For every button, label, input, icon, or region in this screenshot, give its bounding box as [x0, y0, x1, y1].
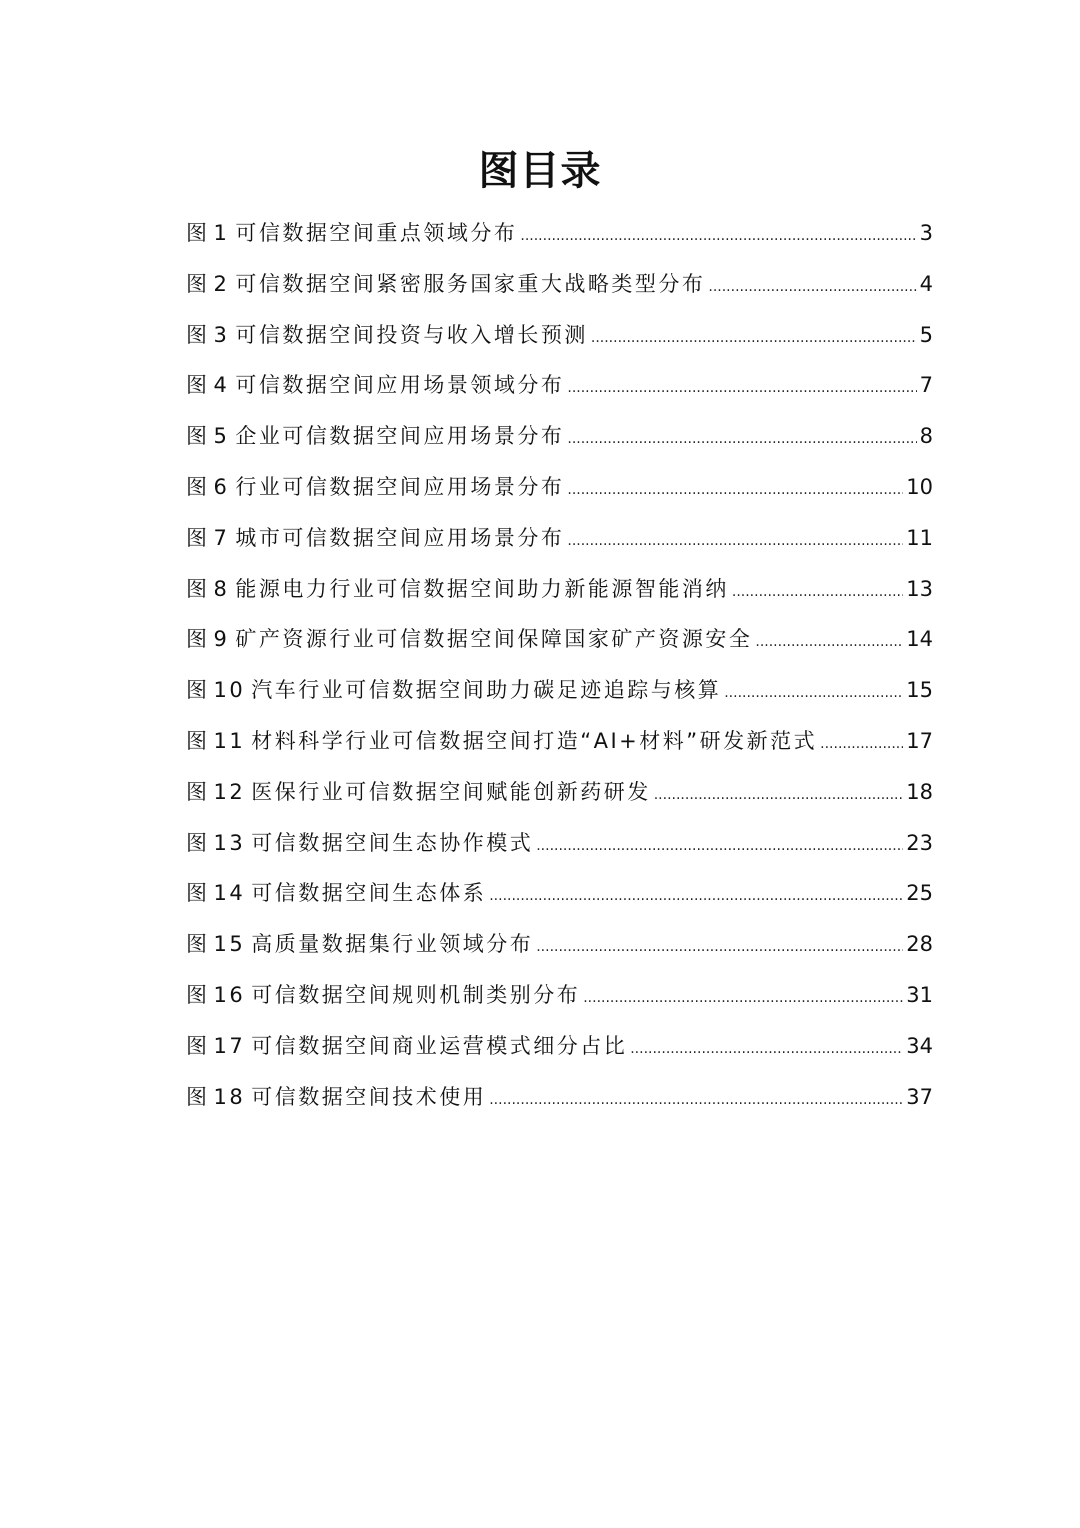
toc-entry-prefix: 图	[186, 322, 210, 347]
toc-dot-leader	[654, 770, 904, 821]
toc-dot-leader	[755, 617, 903, 668]
toc-entry-page: 37	[906, 1084, 933, 1109]
toc-entry-page: 14	[906, 627, 933, 652]
toc-entry[interactable]	[186, 310, 933, 361]
toc-entry-title: 可信数据空间生态协作模式	[251, 830, 534, 855]
toc-entry-number: 9	[213, 627, 230, 652]
toc-entry-title: 医保行业可信数据空间赋能创新药研发	[251, 779, 651, 804]
toc-entry-page: 34	[906, 1033, 933, 1058]
toc-entry-prefix: 图	[186, 932, 210, 957]
toc-entry-prefix: 图	[186, 525, 210, 550]
toc-entry-page: 17	[906, 728, 933, 753]
toc-entry-page: 23	[906, 830, 933, 855]
toc-entry-number: 11	[213, 728, 246, 753]
toc-entry[interactable]	[186, 868, 933, 919]
toc-entry-number: 18	[213, 1084, 246, 1109]
toc-dot-leader	[567, 363, 916, 414]
toc-entry-page: 18	[906, 779, 933, 804]
toc-entry-title: 可信数据空间商业运营模式细分占比	[251, 1033, 628, 1058]
toc-entry-number: 5	[213, 424, 230, 449]
toc-entry-title: 行业可信数据空间应用场景分布	[235, 474, 565, 499]
toc-dot-leader	[591, 313, 917, 364]
toc-entry-page: 7	[919, 373, 933, 398]
toc-dot-leader	[820, 719, 903, 770]
toc-entry-prefix: 图	[186, 627, 210, 652]
toc-entry-prefix: 图	[186, 678, 210, 703]
toc-entry-page: 5	[919, 322, 933, 347]
toc-entry-number: 15	[213, 932, 246, 957]
toc-entry-title: 高质量数据集行业领域分布	[251, 932, 534, 957]
toc-dot-leader	[583, 973, 903, 1024]
toc-entry-title: 可信数据空间规则机制类别分布	[251, 982, 581, 1007]
toc-entry-number: 17	[213, 1033, 246, 1058]
toc-dot-leader	[567, 465, 903, 516]
toc-entry-number: 4	[213, 373, 230, 398]
toc-entry-prefix: 图	[186, 1084, 210, 1109]
toc-entry[interactable]	[186, 513, 933, 564]
toc-entry-prefix: 图	[186, 779, 210, 804]
toc-entry-prefix: 图	[186, 474, 210, 499]
toc-entry[interactable]	[186, 665, 933, 716]
toc-entry-prefix: 图	[186, 982, 210, 1007]
toc-entry-title: 可信数据空间生态体系	[251, 881, 487, 906]
toc-entry-page: 8	[919, 424, 933, 449]
toc-entry-prefix: 图	[186, 271, 210, 296]
toc-dot-leader	[520, 211, 916, 262]
toc-entry[interactable]	[186, 767, 933, 818]
toc-entry[interactable]	[186, 564, 933, 615]
toc-dot-leader	[489, 871, 903, 922]
toc-entry[interactable]	[186, 970, 933, 1021]
toc-entry-prefix: 图	[186, 881, 210, 906]
toc-entry[interactable]	[186, 614, 933, 665]
toc-entry-title: 城市可信数据空间应用场景分布	[235, 525, 565, 550]
toc-entry-page: 4	[919, 271, 933, 296]
toc-entry[interactable]	[186, 259, 933, 310]
toc-entry-page: 15	[906, 678, 933, 703]
toc-entry[interactable]	[186, 716, 933, 767]
toc-dot-leader	[732, 567, 903, 618]
toc-entry-prefix: 图	[186, 1033, 210, 1058]
toc-dot-leader	[567, 516, 903, 567]
toc-entry[interactable]	[186, 1021, 933, 1072]
toc-entry-page: 28	[906, 932, 933, 957]
toc-entry-number: 6	[213, 474, 230, 499]
toc-entry-page: 3	[919, 221, 933, 245]
page-title: 图目录	[478, 147, 602, 194]
toc-dot-leader	[536, 821, 903, 872]
toc-entry-title: 材料科学行业可信数据空间打造“AI+材料”研发新范式	[251, 728, 818, 753]
toc-entry-page: 10	[906, 474, 933, 499]
toc-entry-title: 汽车行业可信数据空间助力碳足迹追踪与核算	[251, 678, 722, 703]
toc-entry-page: 25	[906, 881, 933, 906]
toc-entry-number: 16	[213, 982, 246, 1007]
toc-entry[interactable]	[186, 208, 933, 259]
toc-dot-leader	[630, 1024, 903, 1075]
toc-entry-number: 13	[213, 830, 246, 855]
toc-dot-leader	[708, 262, 916, 313]
toc-entry-number: 12	[213, 779, 246, 804]
toc-dot-leader	[724, 668, 903, 719]
toc-entry-title: 可信数据空间投资与收入增长预测	[235, 322, 588, 347]
toc-entry-number: 1	[213, 221, 230, 245]
toc-entry[interactable]	[186, 818, 933, 869]
toc-entry[interactable]	[186, 462, 933, 513]
toc-entry-title: 能源电力行业可信数据空间助力新能源智能消纳	[235, 576, 729, 601]
toc-entry-number: 14	[213, 881, 246, 906]
toc-dot-leader	[536, 922, 903, 973]
toc-entry-number: 10	[213, 678, 246, 703]
toc-entry-title: 企业可信数据空间应用场景分布	[235, 424, 565, 449]
toc-entry-page: 31	[906, 982, 933, 1007]
toc-entry-prefix: 图	[186, 728, 210, 753]
toc-entry-title: 矿产资源行业可信数据空间保障国家矿产资源安全	[235, 627, 753, 652]
toc-entry-title: 可信数据空间紧密服务国家重大战略类型分布	[235, 271, 706, 296]
toc-entry-page: 11	[906, 525, 933, 550]
toc-entry-prefix: 图	[186, 373, 210, 398]
figure-toc-list	[186, 208, 933, 1122]
toc-entry-number: 7	[213, 525, 230, 550]
toc-entry-number: 2	[213, 271, 230, 296]
toc-dot-leader	[489, 1075, 903, 1126]
toc-entry-prefix: 图	[186, 424, 210, 449]
toc-dot-leader	[567, 414, 916, 465]
toc-entry-title: 可信数据空间重点领域分布	[235, 221, 518, 245]
toc-entry-title: 可信数据空间技术使用	[251, 1084, 487, 1109]
toc-entry-prefix: 图	[186, 576, 210, 601]
toc-entry[interactable]	[186, 360, 933, 411]
toc-entry-page: 13	[906, 576, 933, 601]
toc-entry[interactable]	[186, 919, 933, 970]
toc-entry-number: 3	[213, 322, 230, 347]
toc-entry-prefix: 图	[186, 221, 210, 245]
toc-entry-prefix: 图	[186, 830, 210, 855]
toc-entry[interactable]	[186, 411, 933, 462]
toc-entry[interactable]	[186, 1072, 933, 1123]
toc-entry-title: 可信数据空间应用场景领域分布	[235, 373, 565, 398]
toc-entry-number: 8	[213, 576, 230, 601]
